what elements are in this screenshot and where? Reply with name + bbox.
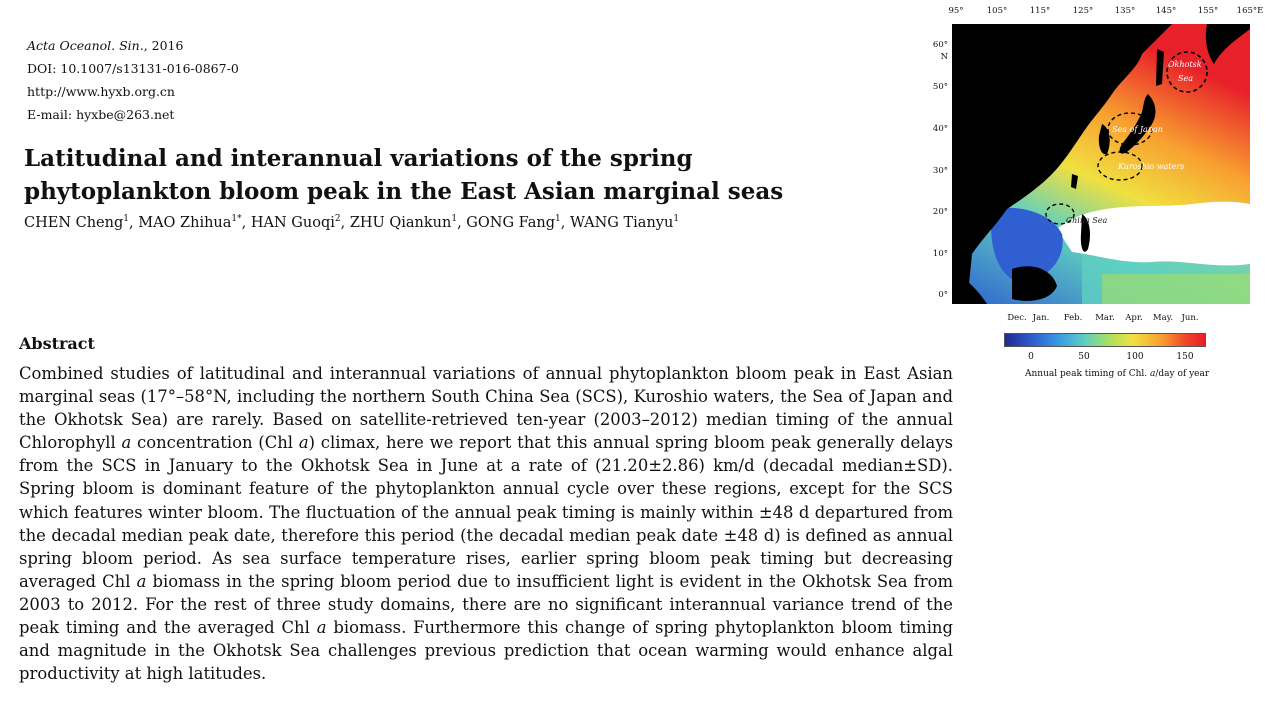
- kuroshio-waters-label: Kuroshio waters: [1118, 162, 1185, 171]
- south-china-sea-label: China Sea: [1066, 216, 1108, 225]
- longitude-label: 145°: [1155, 6, 1177, 16]
- author-affiliation: 1: [555, 214, 561, 224]
- title-line-1: Latitudinal and interannual variations of the spring: [24, 145, 693, 172]
- longitude-label: 105°: [986, 6, 1008, 16]
- latitude-label: 60°: [932, 40, 948, 50]
- colorbar-tick: 50: [1078, 352, 1090, 362]
- okhotsk-sea-label-2: Sea: [1178, 74, 1193, 83]
- author-affiliation: 1: [123, 214, 129, 224]
- author-affiliation: 1*: [231, 214, 242, 224]
- colorbar: [1004, 333, 1206, 347]
- abstract-heading: Abstract: [19, 334, 95, 353]
- author: GONG Fang: [466, 214, 555, 231]
- author: ZHU Qiankun: [349, 214, 452, 231]
- author: HAN Guoqi: [250, 214, 335, 231]
- map-image: [952, 24, 1250, 304]
- longitude-label: 165°E: [1236, 6, 1264, 16]
- author-affiliation: 2: [334, 214, 341, 224]
- caption-italic: a: [1149, 369, 1156, 379]
- colorbar-month-label: Feb.: [1063, 313, 1083, 323]
- equatorial-band: [1102, 274, 1250, 304]
- journal-year: , 2016: [143, 38, 184, 53]
- longitude-label: 155°: [1197, 6, 1219, 16]
- colorbar-month-label: Mar.: [1095, 313, 1115, 323]
- abstract-italic: a: [298, 433, 309, 453]
- latitude-label: 0°: [938, 290, 948, 300]
- colorbar-tick: 150: [1176, 352, 1194, 362]
- paper-title: [24, 142, 784, 208]
- colorbar-month-label: Jan.: [1032, 313, 1050, 323]
- doi[interactable]: DOI: 10.1007/s13131-016-0867-0: [27, 61, 239, 76]
- bloom-timing-map-figure: [928, 4, 1273, 389]
- latitude-label: 10°: [932, 249, 948, 259]
- author-affiliation: 1: [451, 214, 458, 224]
- author-list: CHEN Cheng$^1$, MAO Zhihua$^{1*}$, HAN Guoqi$^2$, ZHU Qiankun$^1$, GONG Fang$^1$, WANG Tianyu$^1$: [24, 214, 680, 231]
- caption-text-end: /day of year: [1155, 369, 1210, 379]
- longitude-label: 115°: [1029, 6, 1051, 16]
- colorbar-tick: 0: [1028, 352, 1034, 362]
- sea-of-japan-label: Sea of Japan: [1112, 125, 1163, 134]
- abstract-italic: a: [136, 571, 147, 591]
- latitude-label: 30°: [932, 166, 948, 176]
- journal-metadata: [27, 34, 239, 126]
- title-line-2: phytoplankton bloom peak in the East Asian marginal seas: [24, 178, 784, 205]
- colorbar-month-label: Dec.: [1007, 313, 1027, 323]
- colorbar-month-label: Apr.: [1125, 313, 1143, 323]
- journal-email[interactable]: E-mail: hyxbe@263.net: [27, 107, 175, 122]
- abstract-body: [19, 362, 953, 685]
- map-graphic: [952, 24, 1250, 304]
- author: WANG Tianyu: [569, 214, 674, 231]
- caption-text: Annual peak timing of Chl.: [1025, 369, 1150, 379]
- latitude-label: 40°: [932, 124, 948, 134]
- journal-url[interactable]: http://www.hyxb.org.cn: [27, 84, 175, 99]
- author-affiliation: 1: [673, 214, 680, 224]
- journal-name: Acta Oceanol. Sin.: [27, 38, 144, 53]
- longitude-label: 125°: [1072, 6, 1094, 16]
- colorbar-month-label: Jun.: [1181, 313, 1199, 323]
- colorbar-month-label: May.: [1152, 313, 1174, 323]
- author: MAO Zhihua: [138, 214, 232, 231]
- longitude-label: 95°: [948, 6, 964, 16]
- latitude-label: 50°: [932, 82, 948, 92]
- abstract-text: Combined studies of latitudinal and interannual variations of annual phytoplankton bloom peak in East Asian marginal seas (17°–58°N, including the northern South China Sea (SCS), Kuroshio waters, the Sea of Japan and the Okhotsk Sea) are rarely. Based on satellite-retrieved ten-year (2003–2012) median timing of the annual Chlorophyll: [19, 364, 953, 453]
- colorbar-caption: [1025, 369, 1209, 379]
- abstract-text: ) climax, here we report that this annual spring bloom peak generally delays from the SCS in January to the Okhotsk Sea in June at a rate of (21.20±2.86) km/d (decadal median±SD). Spring bloom is dominant feature of the phytoplankton annual cycle over these regions, except for the SCS which features winter bloom. The fluctuation of the annual peak timing is mainly within ±48 d departured from the decadal median peak date, therefore this period (the decadal median peak date ±48 d) is defined as annual spring bloom period. As sea surface temperature rises, earlier spring bloom peak timing but decreasing averaged Chl: [19, 433, 953, 591]
- abstract-text: biomass in the spring bloom period due to insufficient light is evident in the Okhotsk Sea from 2003 to 2012. For the rest of three study domains, there are no significant interannual variance trend of the peak timing and the averaged Chl: [19, 571, 953, 638]
- colorbar-tick: 100: [1126, 352, 1144, 362]
- abstract-italic: a: [121, 433, 132, 453]
- author: CHEN Cheng: [24, 214, 124, 231]
- abstract-text: biomass. Furthermore this change of spring phytoplankton bloom timing and magnitude in the Okhotsk Sea challenges previous prediction that ocean warming would enhance algal productivity at high latitudes.: [19, 618, 953, 684]
- abstract-italic: a: [316, 618, 327, 638]
- latitude-north-label: N: [940, 52, 948, 62]
- okhotsk-sea-label: Okhotsk: [1168, 60, 1202, 69]
- abstract-text: concentration (Chl: [131, 433, 299, 453]
- latitude-label: 20°: [932, 207, 948, 217]
- journal-citation: [27, 34, 239, 57]
- longitude-label: 135°: [1114, 6, 1136, 16]
